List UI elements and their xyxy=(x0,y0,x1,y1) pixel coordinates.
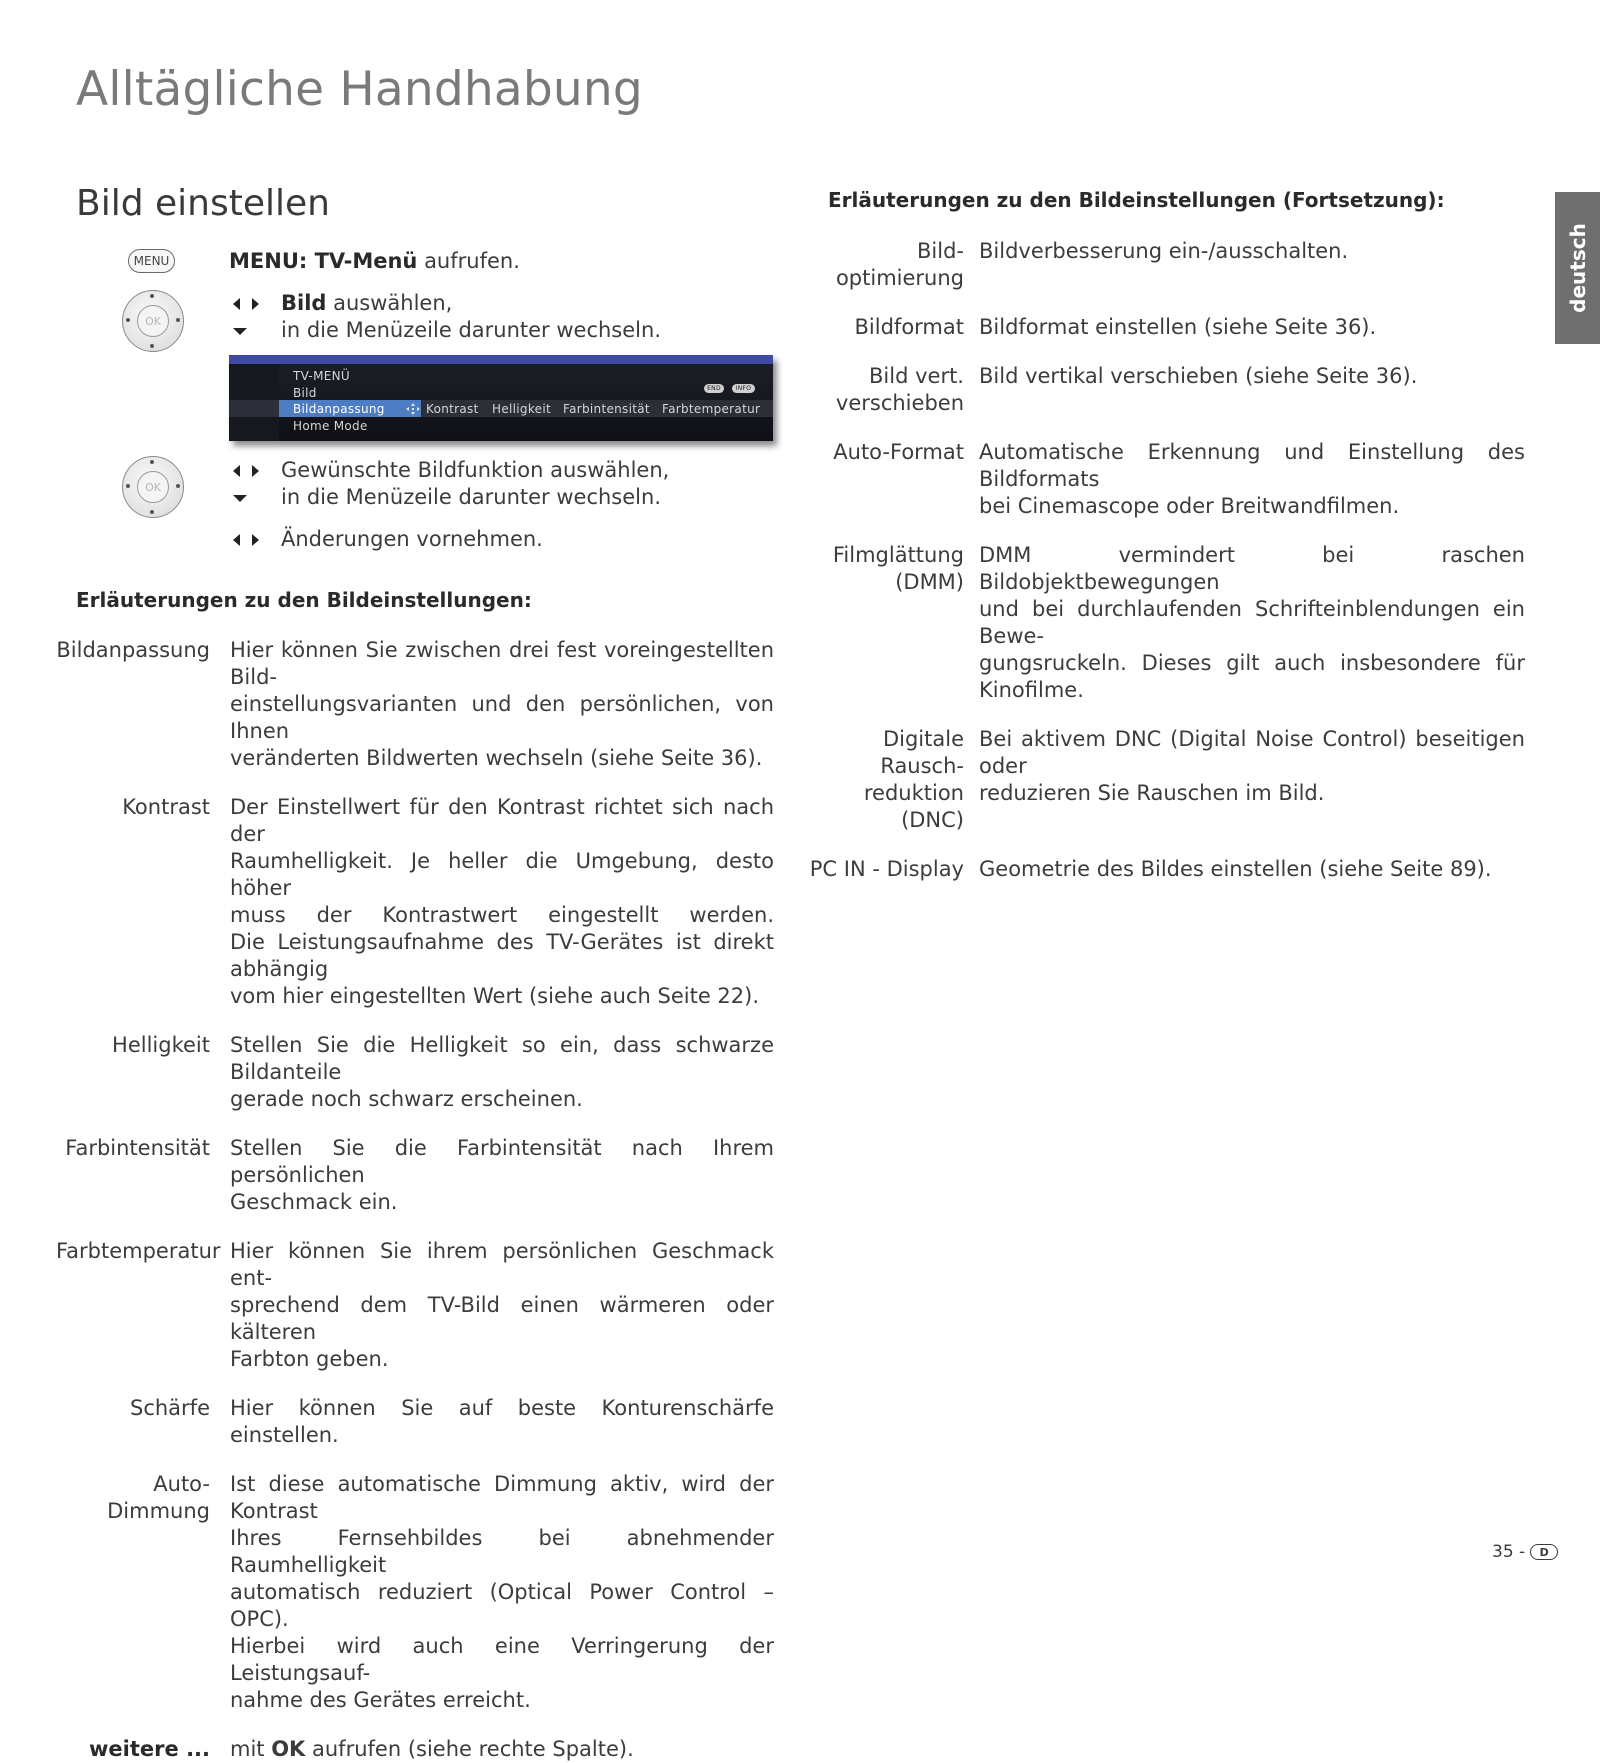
definition-term: Schärfe xyxy=(129,1396,210,1420)
definition-description xyxy=(230,637,774,772)
step-select-function xyxy=(233,457,669,511)
right-heading: Erläuterungen zu den Bildeinstellungen (Fortsetzung): xyxy=(828,188,1445,212)
definition-item xyxy=(800,314,1525,341)
definition-description xyxy=(979,856,1525,883)
definition-term: Farbintensität xyxy=(65,1136,210,1160)
definition-term xyxy=(800,238,979,292)
description-line: Geschmack ein. xyxy=(230,1190,398,1214)
definition-description xyxy=(979,238,1525,292)
term-line: Bildformat xyxy=(854,315,964,339)
description-line: reduzieren Sie Rauschen im Bild. xyxy=(979,781,1325,805)
ok-label-2: OK xyxy=(137,471,169,503)
definition-item xyxy=(56,1238,774,1373)
step-select-bild-line2: in die Menüzeile darunter wechseln. xyxy=(281,318,661,342)
move-cross-icon xyxy=(406,403,420,415)
definition-item xyxy=(56,1135,774,1216)
ok-navigation-pad-icon xyxy=(122,290,184,352)
page-title: Alltägliche Handhabung xyxy=(76,62,643,117)
definition-description xyxy=(230,1238,774,1373)
weitere-post: aufrufen (siehe rechte Spalte). xyxy=(305,1737,634,1761)
definition-item xyxy=(56,637,774,772)
definition-term xyxy=(800,439,979,520)
description-line: Hier können Sie ihrem persönlichen Geschmack ent- xyxy=(230,1239,774,1290)
term-line: PC IN - Display xyxy=(809,857,964,881)
description-line: Ist diese automatische Dimmung aktiv, wird der Kontrast xyxy=(230,1472,774,1523)
step-select-function-text: Gewünschte Bildfunktion auswählen, xyxy=(281,458,670,482)
tv-end-tag: END xyxy=(704,384,724,393)
tv-menu-option-helligkeit: Helligkeit xyxy=(492,402,551,416)
description-line: Bildverbesserung ein-/ausschalten. xyxy=(979,239,1349,263)
term-line: Digitale Rausch- xyxy=(880,727,964,778)
definition-description xyxy=(230,1395,774,1449)
description-line: Der Einstellwert für den Kontrast richtet sich nach der xyxy=(230,795,774,846)
left-right-arrows-icon xyxy=(233,290,281,317)
step-select-bild xyxy=(233,290,661,344)
tv-menu-row-bildanpassung: Bildanpassung xyxy=(293,402,385,416)
right-definition-list xyxy=(800,238,1525,905)
description-line: Bei aktivem DNC (Digital Noise Control) beseitigen oder xyxy=(979,727,1525,778)
weitere-pre: mit xyxy=(230,1737,272,1761)
ok-navigation-pad-icon-2 xyxy=(122,456,184,518)
step-select-function-line2: in die Menüzeile darunter wechseln. xyxy=(281,485,661,509)
language-tab xyxy=(1555,192,1600,344)
description-line: Bild vertikal verschieben (siehe Seite 36). xyxy=(979,364,1418,388)
definition-term: Bildanpassung xyxy=(56,638,210,662)
tv-menu-option-farbintensitaet: Farbintensität xyxy=(563,402,650,416)
step-select-bild-bold: Bild xyxy=(281,291,327,315)
term-line: Bild- xyxy=(917,239,964,263)
definition-description xyxy=(979,314,1525,341)
step-open-menu xyxy=(229,248,520,275)
term-line: Auto-Format xyxy=(833,440,964,464)
definition-item xyxy=(800,726,1525,834)
definition-term xyxy=(800,856,979,883)
definition-description xyxy=(979,726,1525,834)
definition-item xyxy=(56,794,774,1010)
tv-menu-title: TV-MENÜ xyxy=(293,369,350,383)
step-select-bild-text: auswählen, xyxy=(326,291,453,315)
definition-term xyxy=(800,314,979,341)
description-line: nahme des Gerätes erreicht. xyxy=(230,1688,531,1712)
tv-menu-row-bild: Bild xyxy=(293,386,317,400)
description-line: Stellen Sie die Farbintensität nach Ihrem persönlichen xyxy=(230,1136,774,1187)
term-line: (DMM) xyxy=(895,570,964,594)
definition-item xyxy=(56,1471,774,1714)
definition-description xyxy=(230,1135,774,1216)
description-line: Automatische Erkennung und Einstellung des Bildformats xyxy=(979,440,1525,491)
definition-description xyxy=(230,794,774,1010)
tv-menu-screenshot xyxy=(229,355,773,441)
language-tab-label: deutsch xyxy=(1565,223,1590,313)
description-line: vom hier eingestellten Wert (siehe auch Seite 22). xyxy=(230,984,759,1008)
description-line: muss der Kontrastwert eingestellt werden. xyxy=(230,903,774,927)
description-line: gerade noch schwarz erscheinen. xyxy=(230,1087,583,1111)
definition-item xyxy=(800,856,1525,883)
definition-item xyxy=(56,1032,774,1113)
step-open-menu-text: aufrufen. xyxy=(417,249,520,273)
term-line: Filmglättung xyxy=(832,543,964,567)
tv-menu-row-home-mode: Home Mode xyxy=(293,419,368,433)
ok-label: OK xyxy=(137,305,169,337)
tv-info-tag: INFO xyxy=(732,384,755,393)
description-line: Hierbei wird auch eine Verringerung der Leistungsauf- xyxy=(230,1634,774,1685)
definition-item xyxy=(800,439,1525,520)
definition-description xyxy=(979,363,1525,417)
definition-item xyxy=(800,363,1525,417)
down-arrow-icon-2 xyxy=(233,484,281,511)
definition-description xyxy=(979,439,1525,520)
left-heading: Erläuterungen zu den Bildeinstellungen: xyxy=(76,588,532,612)
description-line: automatisch reduziert (Optical Power Control – OPC). xyxy=(230,1580,774,1631)
definition-description xyxy=(230,1471,774,1714)
definition-term: Kontrast xyxy=(122,795,210,819)
step-make-changes-text: Änderungen vornehmen. xyxy=(281,527,543,551)
description-line: bei Cinemascope oder Breitwandfilmen. xyxy=(979,494,1400,518)
left-right-arrows-icon-3 xyxy=(233,526,281,553)
description-line: Hier können Sie auf beste Konturenschärfe einstellen. xyxy=(230,1396,774,1447)
weitere-ok: OK xyxy=(271,1737,306,1761)
description-line: und bei durchlaufenden Schrifteinblendungen ein Bewe- xyxy=(979,597,1525,648)
definition-item-weitere xyxy=(56,1736,774,1763)
definition-term: Farbtemperatur xyxy=(56,1239,221,1263)
language-badge: D xyxy=(1530,1544,1558,1560)
description-line: veränderten Bildwerten wechseln (siehe Seite 36). xyxy=(230,746,763,770)
definition-term xyxy=(800,726,979,834)
tv-menu-option-farbtemperatur: Farbtemperatur xyxy=(662,402,761,416)
term-line: reduktion (DNC) xyxy=(863,781,964,832)
term-line: Bild vert. xyxy=(869,364,964,388)
step-open-menu-bold: MENU: TV-Menü xyxy=(229,249,418,273)
tv-menu-option-kontrast: Kontrast xyxy=(426,402,479,416)
definition-description-weitere xyxy=(230,1736,774,1763)
description-line: einstellungsvarianten und den persönlichen, von Ihnen xyxy=(230,692,774,743)
description-line: DMM vermindert bei raschen Bildobjektbewegungen xyxy=(979,543,1525,594)
left-right-arrows-icon-2 xyxy=(233,457,281,484)
definition-term: Helligkeit xyxy=(112,1033,210,1057)
definition-description xyxy=(230,1032,774,1113)
page-number xyxy=(1492,1542,1558,1562)
description-line: sprechend dem TV-Bild einen wärmeren oder kälteren xyxy=(230,1293,774,1344)
definition-item xyxy=(56,1395,774,1449)
definition-term xyxy=(800,542,979,704)
description-line: Bildformat einstellen (siehe Seite 36). xyxy=(979,315,1377,339)
weitere-label: weitere ... xyxy=(89,1737,210,1761)
step-make-changes xyxy=(233,526,543,553)
description-line: Ihres Fernsehbildes bei abnehmender Raumhelligkeit xyxy=(230,1526,774,1577)
description-line: Raumhelligkeit. Je heller die Umgebung, desto höher xyxy=(230,849,774,900)
down-arrow-icon xyxy=(233,317,281,344)
left-definition-list xyxy=(56,637,774,1763)
section-title: Bild einstellen xyxy=(76,183,330,224)
definition-description xyxy=(979,542,1525,704)
definition-item xyxy=(800,238,1525,292)
description-line: Die Leistungsaufnahme des TV-Gerätes ist direkt abhängig xyxy=(230,930,774,981)
term-line: verschieben xyxy=(835,391,964,415)
description-line: Stellen Sie die Helligkeit so ein, dass schwarze Bildanteile xyxy=(230,1033,774,1084)
definition-term: Auto-Dimmung xyxy=(107,1472,210,1523)
menu-button-icon: MENU xyxy=(128,249,175,273)
description-line: Hier können Sie zwischen drei fest voreingestellten Bild- xyxy=(230,638,774,689)
page-number-text: 35 - xyxy=(1492,1542,1526,1562)
definition-item xyxy=(800,542,1525,704)
description-line: gungsruckeln. Dieses gilt auch insbesondere für Kinofilme. xyxy=(979,651,1525,702)
description-line: Farbton geben. xyxy=(230,1347,389,1371)
definition-term xyxy=(800,363,979,417)
term-line: optimierung xyxy=(835,266,964,290)
definition-term-weitere xyxy=(56,1736,230,1763)
description-line: Geometrie des Bildes einstellen (siehe Seite 89). xyxy=(979,857,1492,881)
